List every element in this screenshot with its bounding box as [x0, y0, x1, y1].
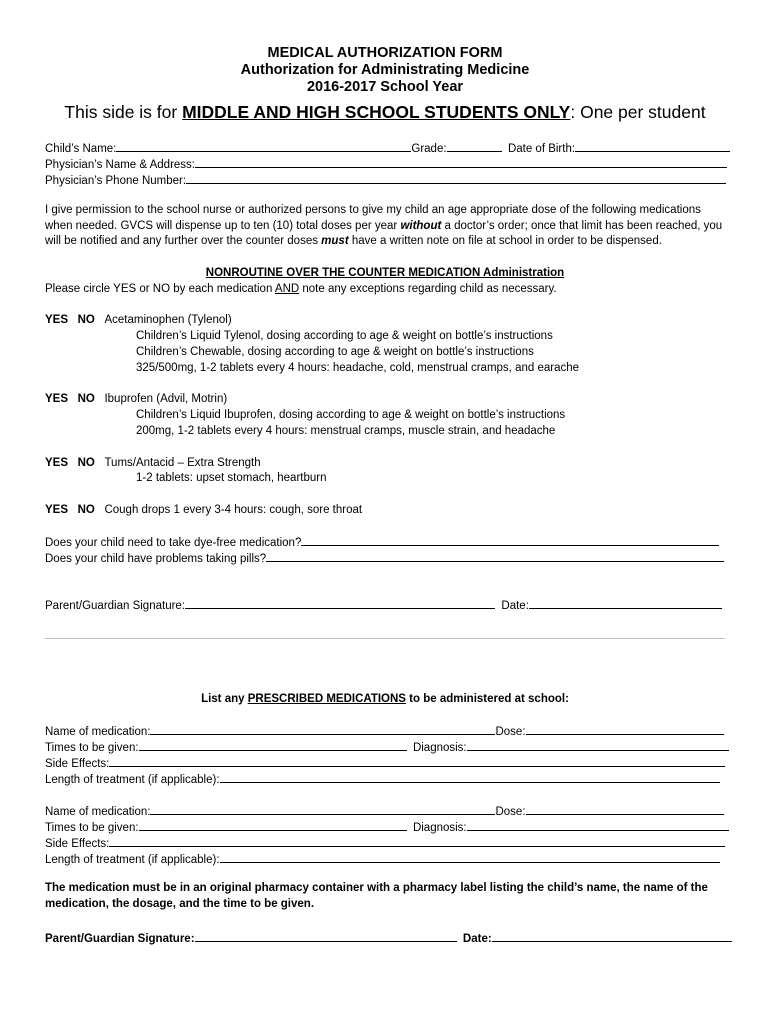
medication-name-field[interactable] — [150, 803, 495, 815]
med-name: Acetaminophen (Tylenol) — [104, 314, 232, 326]
permission-paragraph: I give permission to the school nurse or authorized persons to give my child an age appropriate dose of the following medications when needed. GVCS will dispense up to ten (10) total doses per year without a doctor’s order; once that limit has been reached, you will be notified and any further over the counter doses must have a written note on file at school in order to be dispensed. — [45, 204, 723, 247]
physician-name-field[interactable] — [195, 156, 727, 168]
yes-option[interactable]: YES — [45, 314, 69, 326]
rx1-times-row — [45, 739, 729, 755]
date-label: Date: — [462, 933, 492, 945]
med-name: Ibuprofen (Advil, Motrin) — [104, 393, 228, 405]
signature-label: Parent/Guardian Signature: — [45, 933, 195, 945]
form-subtitle: Authorization for Administrating Medicine — [240, 62, 530, 78]
med-ibuprofen-row — [45, 392, 227, 406]
med-detail: Children’s Liquid Tylenol, dosing according to age & weight on bottle’s instructions — [136, 330, 553, 342]
med-name: Tums/Antacid – Extra Strength — [104, 457, 261, 469]
date-label: Date: — [501, 600, 529, 612]
grade-field[interactable] — [447, 140, 502, 152]
prescribed-heading: List any PRESCRIBED MEDICATIONS to be administered at school: — [201, 693, 569, 705]
diagnosis-field[interactable] — [467, 739, 729, 751]
pills-row — [45, 550, 724, 566]
diagnosis-label: Diagnosis: — [412, 822, 467, 834]
med-detail: 325/500mg, 1-2 tablets every 4 hours: headache, cold, menstrual cramps, and earache — [136, 362, 580, 374]
child-name-label: Child’s Name: — [45, 143, 117, 155]
audience-emphasis: MIDDLE AND HIGH SCHOOL STUDENTS ONLY — [182, 102, 571, 122]
dye-free-row — [45, 534, 719, 550]
dose-label: Dose: — [495, 726, 526, 738]
times-field[interactable] — [139, 739, 407, 751]
times-field[interactable] — [139, 819, 407, 831]
dye-free-field[interactable] — [301, 534, 719, 546]
diagnosis-label: Diagnosis: — [412, 742, 467, 754]
audience-notice: This side is for MIDDLE AND HIGH SCHOOL STUDENTS ONLY: One per student — [64, 102, 706, 122]
med-antacid-row — [45, 456, 261, 470]
form-title: MEDICAL AUTHORIZATION FORM — [267, 45, 503, 61]
otc-instruction: Please circle YES or NO by each medication AND note any exceptions regarding child as necessary. — [45, 283, 557, 295]
date-field[interactable] — [492, 930, 732, 942]
dob-label: Date of Birth: — [507, 143, 576, 155]
medication-name-field[interactable] — [150, 723, 495, 735]
medication-name-label: Name of medication: — [45, 726, 151, 738]
no-option[interactable]: NO — [77, 504, 95, 516]
side-effects-field[interactable] — [109, 755, 725, 767]
physician-name-row — [45, 156, 727, 172]
rx2-length-row — [45, 851, 720, 867]
times-label: Times to be given: — [45, 742, 139, 754]
length-field[interactable] — [220, 771, 720, 783]
med-detail: Children’s Liquid Ibuprofen, dosing according to age & weight on bottle’s instructions — [136, 409, 566, 421]
child-info-row — [45, 140, 730, 156]
grade-label: Grade: — [411, 143, 447, 155]
side-effects-field[interactable] — [109, 835, 725, 847]
med-cough-drops-row — [45, 503, 362, 517]
dose-field[interactable] — [526, 803, 724, 815]
med-detail: Children’s Chewable, dosing according to age & weight on bottle’s instructions — [136, 346, 534, 358]
pills-label: Does your child have problems taking pills? — [45, 553, 267, 565]
rx1-side-effects-row — [45, 755, 725, 771]
signature-label: Parent/Guardian Signature: — [45, 600, 186, 612]
med-detail: 200mg, 1-2 tablets every 4 hours: menstrual cramps, muscle strain, and headache — [136, 425, 556, 437]
med-detail: 1-2 tablets: upset stomach, heartburn — [136, 472, 327, 484]
medication-name-label: Name of medication: — [45, 806, 151, 818]
no-option[interactable]: NO — [77, 393, 95, 405]
side-effects-label: Side Effects: — [45, 758, 110, 770]
no-option[interactable]: NO — [77, 457, 95, 469]
child-name-field[interactable] — [116, 140, 411, 152]
rx1-length-row — [45, 771, 720, 787]
otc-heading: NONROUTINE OVER THE COUNTER MEDICATION Administration — [205, 267, 565, 279]
rx2-times-row — [45, 819, 729, 835]
date-field[interactable] — [529, 597, 722, 609]
no-option[interactable]: NO — [77, 314, 95, 326]
side-effects-label: Side Effects: — [45, 838, 110, 850]
dose-field[interactable] — [526, 723, 724, 735]
yes-option[interactable]: YES — [45, 457, 69, 469]
signature-field[interactable] — [185, 597, 495, 609]
physician-phone-row — [45, 172, 726, 188]
physician-name-label: Physician’s Name & Address: — [45, 159, 195, 171]
yes-option[interactable]: YES — [45, 393, 69, 405]
length-label: Length of treatment (if applicable): — [45, 774, 220, 786]
school-year: 2016-2017 School Year — [306, 79, 464, 95]
signature-row-1 — [45, 597, 722, 613]
rx2-name-row — [45, 803, 724, 819]
pharmacy-container-note: The medication must be in an original pharmacy container with a pharmacy label listing the child’s name, the name of the medication, the dosage, and the time to be given. — [45, 882, 708, 910]
times-label: Times to be given: — [45, 822, 139, 834]
yes-option[interactable]: YES — [45, 504, 69, 516]
dob-field[interactable] — [575, 140, 730, 152]
length-field[interactable] — [220, 851, 720, 863]
rx2-side-effects-row — [45, 835, 725, 851]
dose-label: Dose: — [495, 806, 526, 818]
pills-field[interactable] — [266, 550, 724, 562]
dye-free-label: Does your child need to take dye-free medication? — [45, 537, 302, 549]
med-name: Cough drops 1 every 3-4 hours: cough, sore throat — [104, 504, 363, 516]
rx1-name-row — [45, 723, 724, 739]
diagnosis-field[interactable] — [467, 819, 729, 831]
length-label: Length of treatment (if applicable): — [45, 854, 220, 866]
physician-phone-label: Physician’s Phone Number: — [45, 175, 187, 187]
physician-phone-field[interactable] — [186, 172, 726, 184]
med-acetaminophen-row — [45, 313, 232, 327]
section-divider — [45, 638, 725, 639]
signature-row-2 — [45, 930, 732, 946]
signature-field[interactable] — [195, 930, 457, 942]
